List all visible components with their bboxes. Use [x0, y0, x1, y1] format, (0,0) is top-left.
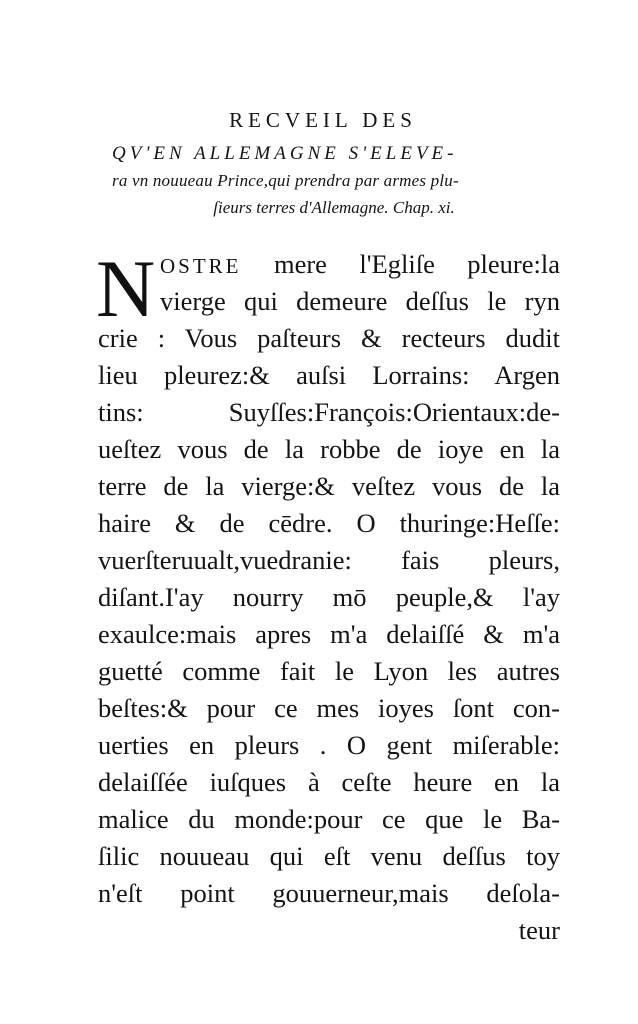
- text-line-content: mere l'Egliſe pleure:la: [241, 249, 560, 279]
- opening-word: OSTRE: [160, 254, 242, 278]
- text-line: delaiſſée iuſques à ceſte heure en la: [98, 767, 560, 797]
- text-line: lieu pleurez:& auſsi Lorrains: Argen: [98, 360, 560, 390]
- text-line: [98, 246, 560, 283]
- text-line: n'eſt point gouuerneur,mais deſola-: [98, 878, 560, 908]
- catchword: teur: [518, 915, 560, 945]
- text-line: vierge qui demeure deſſus le ryn: [160, 286, 560, 316]
- text-line: malice du monde:pour ce que le Ba-: [98, 804, 560, 834]
- text-line: tins: Suyſſes:François:Orientaux:de-: [98, 397, 560, 427]
- heading-line-3: ſieurs terres d'Allemagne. Chap. xi.: [213, 198, 455, 217]
- text-line: terre de la vierge:& veſtez vous de la: [98, 471, 560, 501]
- drop-cap-initial: N: [96, 243, 156, 334]
- heading-line-1: QV'EN ALLEMAGNE S'ELEVE-: [112, 143, 458, 164]
- text-line: vuerſteruualt,vuedranie: fais pleurs,: [98, 545, 560, 575]
- text-line: diſant.I'ay nourry mō peuple,& l'ay: [98, 582, 560, 612]
- text-line: ſilic nouueau qui eſt venu deſſus toy: [98, 841, 560, 871]
- text-line: uerties en pleurs . O gent miſerable:: [98, 730, 560, 760]
- heading-line-2: ra vn nouueau Prince,qui prendra par armes plu-: [112, 171, 459, 190]
- text-line: guetté comme fait le Lyon les autres: [98, 656, 560, 686]
- chapter-heading: [104, 140, 564, 221]
- body-text: [96, 243, 560, 949]
- text-line: crie : Vous paſteurs & recteurs dudit: [98, 323, 560, 353]
- text-line: exaulce:mais apres m'a delaiſſé & m'a: [98, 619, 560, 649]
- text-line: beſtes:& pour ce mes ioyes ſont con-: [98, 693, 560, 723]
- text-line: haire & de cēdre. O thuringe:Heſſe:: [98, 508, 560, 538]
- text-line: ueſtez vous de la robbe de ioye en la: [98, 434, 560, 464]
- running-head: RECVEIL DES: [229, 108, 417, 132]
